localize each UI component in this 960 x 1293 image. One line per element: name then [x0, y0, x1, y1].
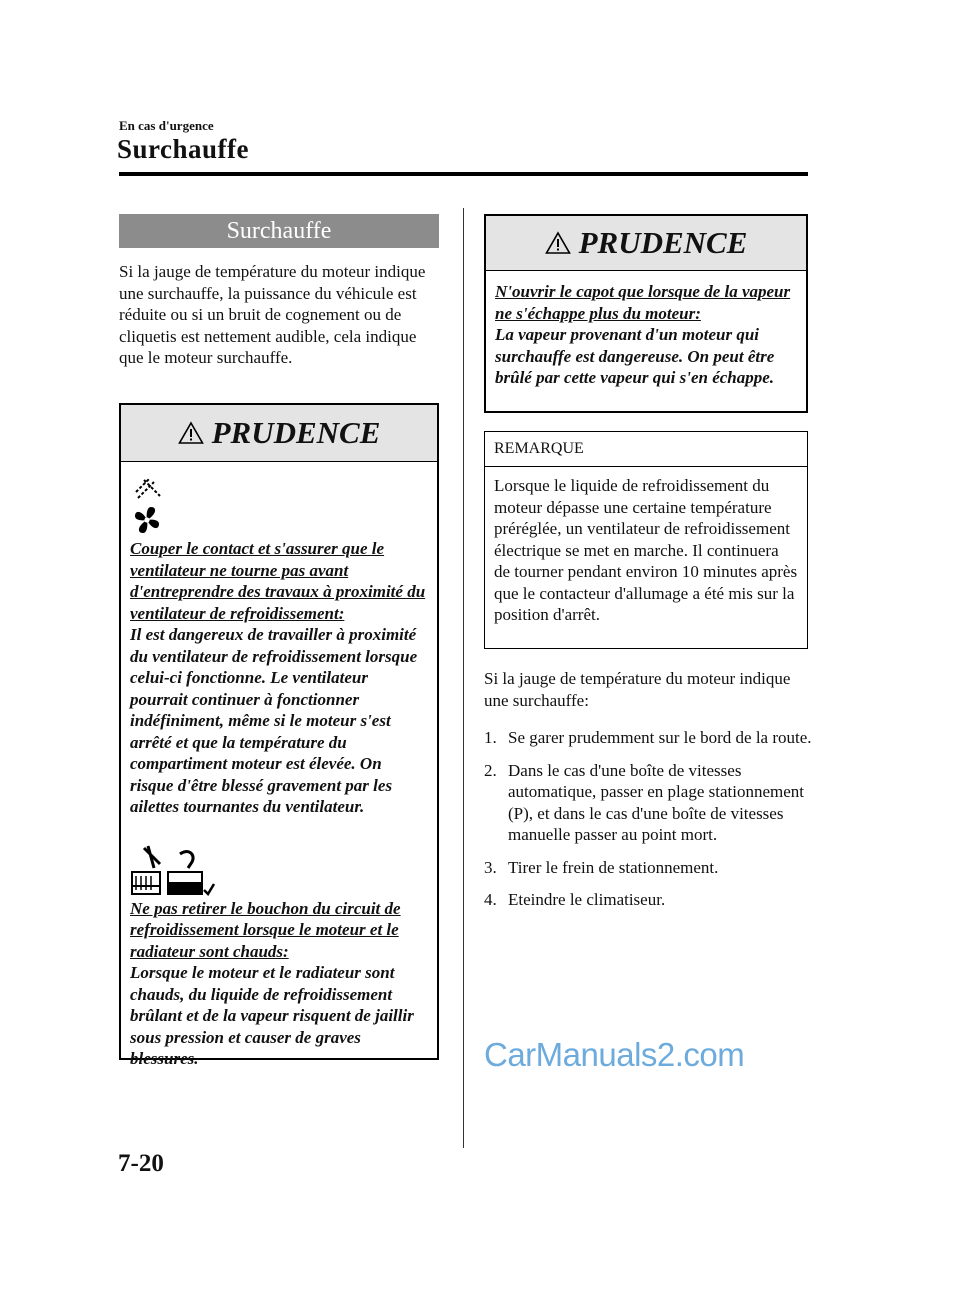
- watermark[interactable]: CarManuals2.com: [484, 1036, 745, 1073]
- caution-steam-text: La vapeur provenant d'un moteur qui surchauffe est dangereuse. On peut être brûlé par cette vapeur qui s'en échappe.: [495, 325, 775, 387]
- procedure-lead: Si la jauge de température du moteur indique une surchauffe:: [484, 669, 791, 710]
- list-item: [484, 760, 814, 846]
- caution-box-steam: [484, 214, 808, 413]
- step-number: 1.: [484, 728, 497, 747]
- caution-radiator-heading-text: Ne pas retirer le bouchon du circuit de refroidissement lorsque le moteur et le radiateur sont chauds:: [130, 898, 401, 961]
- radiator-cap-icon: [130, 844, 216, 896]
- note-box: [484, 431, 808, 649]
- caution-header: [121, 405, 437, 462]
- steps-list: [484, 727, 814, 911]
- section-label: En cas d'urgence: [119, 118, 214, 133]
- step-number: 2.: [484, 760, 497, 780]
- list-item: [484, 889, 814, 911]
- step-number: 4.: [484, 890, 497, 909]
- intro-paragraph: Si la jauge de température du moteur indique une surchauffe, la puissance du véhicule est réduite ou si un bruit de cognement ou de cliquetis est nettement audible, cela indique que le moteur surchauffe.: [119, 262, 426, 367]
- page-number: 7-20: [118, 1150, 164, 1177]
- warning-triangle-icon: [178, 421, 204, 445]
- caution-fan-text: Il est dangereux de travailler à proximité du ventilateur de refroidissement lorsque celui-ci fonctionne. Le ventilateur pourrait continuer à fonctionner indéfiniment, même si le moteur s'est arrêté et que la température du compartiment moteur est élevée. On risque d'être blessé gravement par les ailettes tournantes du ventilateur.: [130, 625, 418, 816]
- caution-body: [486, 271, 806, 399]
- caution-steam-heading: [495, 281, 798, 324]
- step-text: Tirer le frein de stationnement.: [508, 857, 719, 877]
- caution-radiator-heading: [130, 898, 429, 963]
- note-title: REMARQUE: [485, 432, 807, 467]
- caution-heading-text: Couper le contact et s'assurer que le ventilateur ne tourne pas avant d'entreprendre des travaux à proximité du ventilateur de refroidissement:: [130, 539, 426, 623]
- step-text: Eteindre le climatiseur.: [508, 890, 666, 909]
- caution-box-fan: [119, 403, 439, 1068]
- caution-body: [121, 462, 437, 1080]
- section-banner: Surchauffe: [119, 214, 439, 248]
- note-text: Lorsque le liquide de refroidissement du moteur dépasse une certaine température préréglée, un ventilateur de refroidissement électrique se met en marche. Il continuera de tourner pendant environ 10 minutes après que le contacteur d'allumage a été mis sur la position d'arrêt.: [494, 476, 798, 624]
- caution-title: PRUDENCE: [578, 225, 748, 260]
- caution-steam-heading-text: N'ouvrir le capot que lorsque de la vapeur ne s'échappe plus du moteur:: [495, 282, 791, 323]
- warning-triangle-icon: [545, 231, 571, 255]
- step-text: Dans le cas d'une boîte de vitesses automatique, passer en plage stationnement (P), et dans le cas d'une boîte de vitesses manuelle passer au point mort.: [508, 760, 804, 844]
- fan-symbol: [130, 476, 429, 538]
- caution-header: [486, 216, 806, 271]
- column-divider: [463, 208, 464, 1148]
- header-rule: [119, 172, 808, 176]
- page-title: Surchauffe: [117, 134, 250, 164]
- caution-radiator-text: Lorsque le moteur et le radiateur sont chauds, du liquide de refroidissement brûlant et de la vapeur risquent de jaillir sous pression et causer de graves blessures.: [130, 963, 414, 1068]
- caution-title: PRUDENCE: [211, 415, 381, 450]
- fan-icon: [130, 476, 164, 538]
- list-item: [484, 857, 814, 879]
- procedure: [484, 668, 814, 922]
- step-text: Se garer prudemment sur le bord de la route.: [508, 728, 812, 747]
- caution-fan-heading: [130, 538, 429, 624]
- list-item: [484, 727, 814, 749]
- radiator-symbol: [130, 848, 429, 898]
- step-number: 3.: [484, 857, 497, 877]
